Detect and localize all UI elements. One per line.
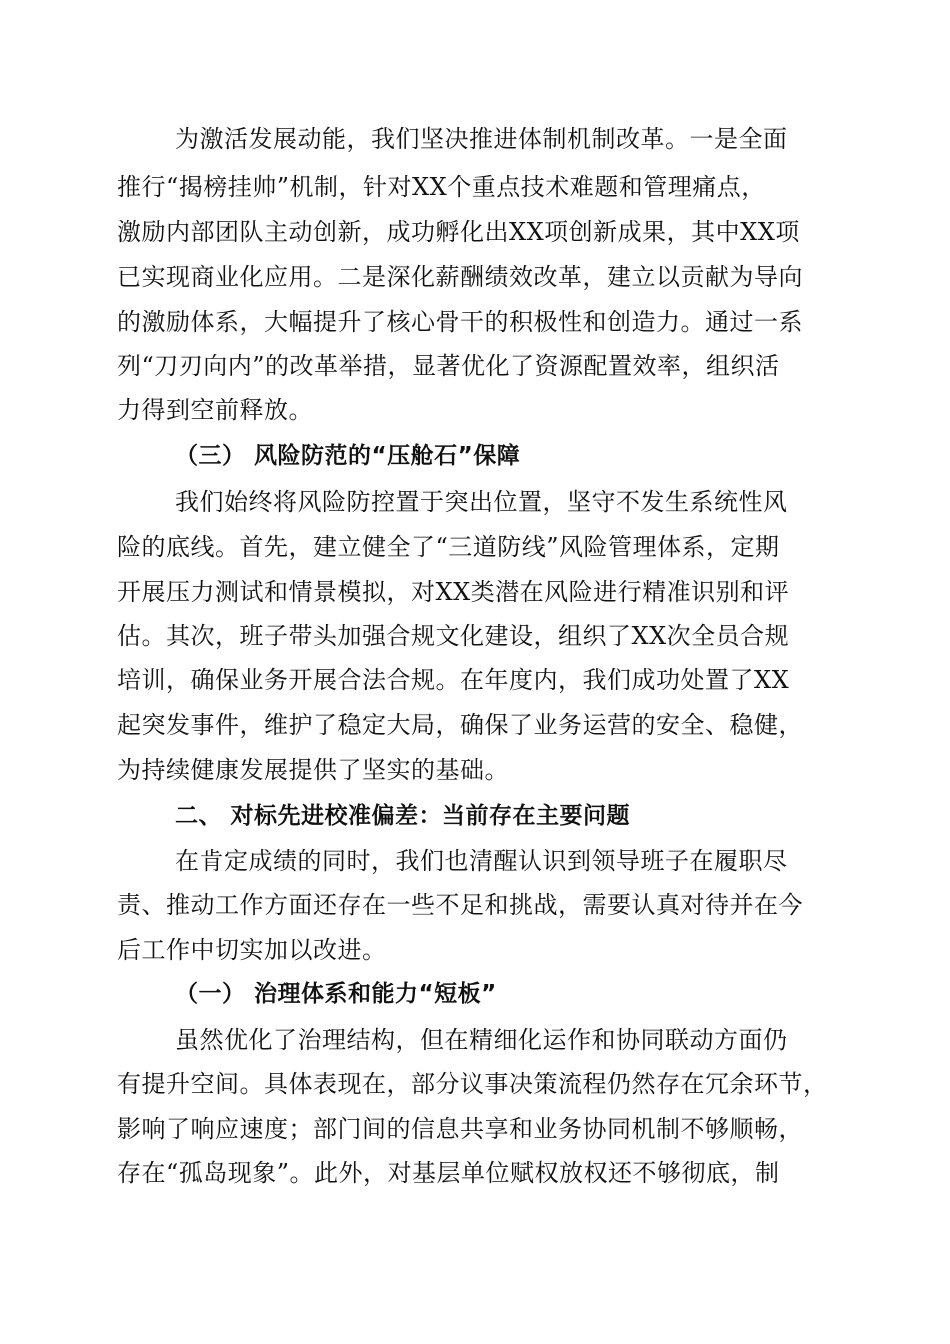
paragraph-line: 险的底线。首先，建立健全了“三道防线”风险管理体系，定期	[117, 533, 780, 561]
paragraph-line: 有提升空间。具体表现在，部分议事决策流程仍然存在冗余环节，	[117, 1070, 828, 1098]
paragraph-line: 起突发事件，维护了稳定大局，确保了业务运营的安全、稳健，	[117, 711, 803, 739]
paragraph-line: 虽然优化了治理结构，但在精细化运作和协同联动方面仍	[175, 1026, 788, 1054]
paragraph-line: 存在“孤岛现象”。此外，对基层单位赋权放权还不够彻底，制	[117, 1159, 780, 1187]
section-heading-3: （三） 风险防范的“压舱石”保障	[175, 443, 521, 469]
paragraph-line: 力得到空前释放。	[117, 396, 313, 424]
paragraph-line: 已实现商业化应用。二是深化薪酬绩效改革，建立以贡献为导向	[117, 263, 803, 291]
paragraph-line: 我们始终将风险防控置于突出位置，坚守不发生系统性风	[175, 488, 788, 516]
paragraph-line: 在肯定成绩的同时，我们也清醒认识到领导班子在履职尽	[175, 847, 788, 875]
paragraph-line: 估。其次，班子带头加强合规文化建设，组织了XX次全员合规	[117, 622, 790, 650]
paragraph-line: 推行“揭榜挂帅”机制，针对XX个重点技术难题和管理痛点，	[117, 173, 766, 201]
paragraph-line: 为激活发展动能，我们坚决推进体制机制改革。一是全面	[175, 125, 788, 153]
section-heading-2: 二、 对标先进校准偏差：当前存在主要问题	[175, 803, 631, 829]
paragraph-line: 责、推动工作方面还存在一些不足和挑战，需要认真对待并在今	[117, 891, 803, 919]
paragraph-line: 培训，确保业务开展合法合规。在年度内，我们成功处置了XX	[117, 666, 790, 694]
paragraph-line: 激励内部团队主动创新，成功孵化出XX项创新成果，其中XX项	[117, 218, 800, 246]
paragraph-line: 影响了响应速度；部门间的信息共享和业务协同机制不够顺畅，	[117, 1115, 803, 1143]
paragraph-line: 为持续健康发展提供了坚实的基础。	[117, 756, 509, 784]
paragraph-line: 的激励体系，大幅提升了核心骨干的积极性和创造力。通过一系	[117, 308, 803, 336]
paragraph-line: 开展压力测试和情景模拟，对XX类潜在风险进行精准识别和评	[117, 578, 790, 606]
paragraph-line: 列“刀刃向内”的改革举措，显著优化了资源配置效率，组织活	[117, 352, 780, 380]
section-heading-1: （一） 治理体系和能力“短板”	[175, 981, 497, 1007]
paragraph-line: 后工作中切实加以改进。	[117, 936, 387, 964]
